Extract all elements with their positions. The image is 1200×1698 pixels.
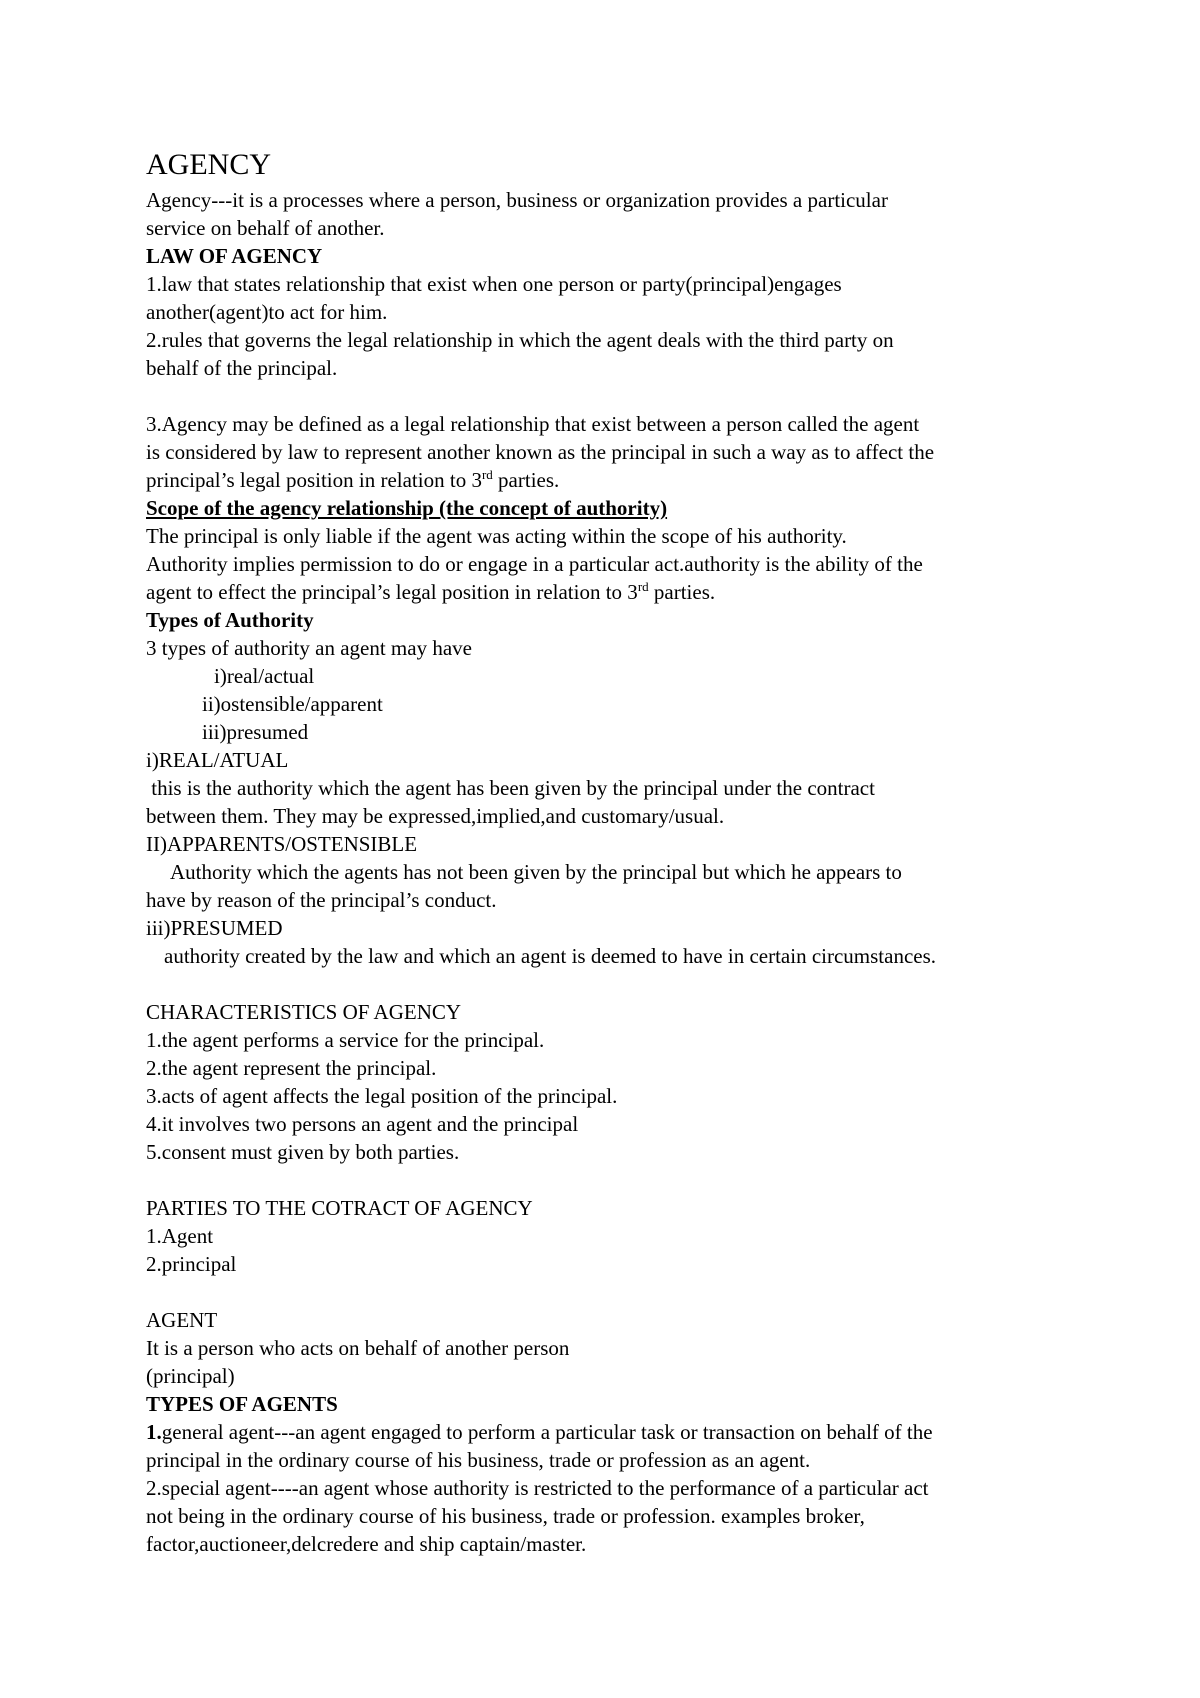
- authority-type-item: ii)ostensible/apparent: [202, 692, 383, 716]
- agency-definition-line: service on behalf of another.: [146, 216, 385, 240]
- characteristics-heading: CHARACTERISTICS OF AGENCY: [146, 1000, 462, 1024]
- blank-line: [146, 382, 1086, 410]
- blank-line: [146, 1166, 1086, 1194]
- superscript: rd: [637, 579, 649, 594]
- real-authority-line: this is the authority which the agent has been given by the principal under the contract: [146, 776, 875, 800]
- characteristic-item: 1.the agent performs a service for the principal.: [146, 1028, 545, 1052]
- law-point-1-line: 1.law that states relationship that exist when one person or party(principal)engages: [146, 272, 842, 296]
- agency-definition-line: Agency---it is a processes where a person, business or organization provides a particular: [146, 188, 888, 212]
- authority-type-item: iii)presumed: [202, 720, 309, 744]
- characteristic-item: 2.the agent represent the principal.: [146, 1056, 437, 1080]
- special-agent-line: 2.special agent----an agent whose authority is restricted to the performance of a particular act: [146, 1476, 929, 1500]
- special-agent-line: not being in the ordinary course of his business, trade or profession. examples broker,: [146, 1504, 865, 1528]
- text-run: agent to effect the principal’s legal position in relation to 3: [146, 580, 638, 604]
- blank-line: [146, 970, 1086, 998]
- law-point-3-line: 3.Agency may be defined as a legal relationship that exist between a person called the agent: [146, 412, 920, 436]
- document-page: [146, 146, 1086, 1558]
- characteristic-item: 3.acts of agent affects the legal position of the principal.: [146, 1084, 618, 1108]
- law-point-3-line: is considered by law to represent another known as the principal in such a way as to affect the: [146, 440, 935, 464]
- text-run: parties.: [492, 468, 560, 492]
- agent-heading: AGENT: [146, 1308, 218, 1332]
- presumed-authority-heading: iii)PRESUMED: [146, 916, 283, 940]
- types-of-agents-heading: TYPES OF AGENTS: [146, 1392, 338, 1416]
- characteristic-item: 5.consent must given by both parties.: [146, 1140, 460, 1164]
- presumed-authority-line: authority created by the law and which an agent is deemed to have in certain circumstances.: [164, 944, 937, 968]
- apparent-authority-line: Authority which the agents has not been given by the principal but which he appears to: [170, 860, 902, 884]
- law-of-agency-heading: LAW OF AGENCY: [146, 244, 323, 268]
- text-run: general agent---an agent engaged to perform a particular task or transaction on behalf of the: [161, 1420, 933, 1444]
- parties-heading: PARTIES TO THE COTRACT OF AGENCY: [146, 1196, 533, 1220]
- law-point-2-line: 2.rules that governs the legal relationship in which the agent deals with the third party on: [146, 328, 894, 352]
- characteristic-item: 4.it involves two persons an agent and the principal: [146, 1112, 579, 1136]
- text-run: parties.: [648, 580, 716, 604]
- text-run: principal’s legal position in relation to 3: [146, 468, 482, 492]
- agent-definition-line: (principal): [146, 1364, 235, 1388]
- list-number: 1.: [146, 1420, 162, 1444]
- apparent-authority-line: have by reason of the principal’s conduct.: [146, 888, 497, 912]
- scope-line: The principal is only liable if the agent was acting within the scope of his authority.: [146, 524, 847, 548]
- authority-type-item: i)real/actual: [214, 664, 315, 688]
- real-authority-line: between them. They may be expressed,implied,and customary/usual.: [146, 804, 725, 828]
- blank-line: [146, 1278, 1086, 1306]
- party-item: 1.Agent: [146, 1224, 214, 1248]
- agent-definition-line: It is a person who acts on behalf of another person: [146, 1336, 570, 1360]
- general-agent-line: [146, 1418, 1086, 1446]
- apparent-authority-heading: II)APPARENTS/OSTENSIBLE: [146, 832, 418, 856]
- types-of-authority-heading: Types of Authority: [146, 608, 314, 632]
- special-agent-line: factor,auctioneer,delcredere and ship captain/master.: [146, 1532, 587, 1556]
- types-of-authority-intro: 3 types of authority an agent may have: [146, 636, 472, 660]
- superscript: rd: [481, 467, 493, 482]
- scope-line: [146, 578, 1086, 606]
- party-item: 2.principal: [146, 1252, 237, 1276]
- law-point-2-line: behalf of the principal.: [146, 356, 338, 380]
- scope-line: Authority implies permission to do or engage in a particular act.authority is the ability of the: [146, 552, 923, 576]
- law-point-3-line: [146, 466, 1086, 494]
- general-agent-line: principal in the ordinary course of his business, trade or profession as an agent.: [146, 1448, 811, 1472]
- real-authority-heading: i)REAL/ATUAL: [146, 748, 289, 772]
- document-title: AGENCY: [146, 148, 271, 181]
- scope-heading: Scope of the agency relationship (the concept of authority): [146, 496, 668, 520]
- law-point-1-line: another(agent)to act for him.: [146, 300, 388, 324]
